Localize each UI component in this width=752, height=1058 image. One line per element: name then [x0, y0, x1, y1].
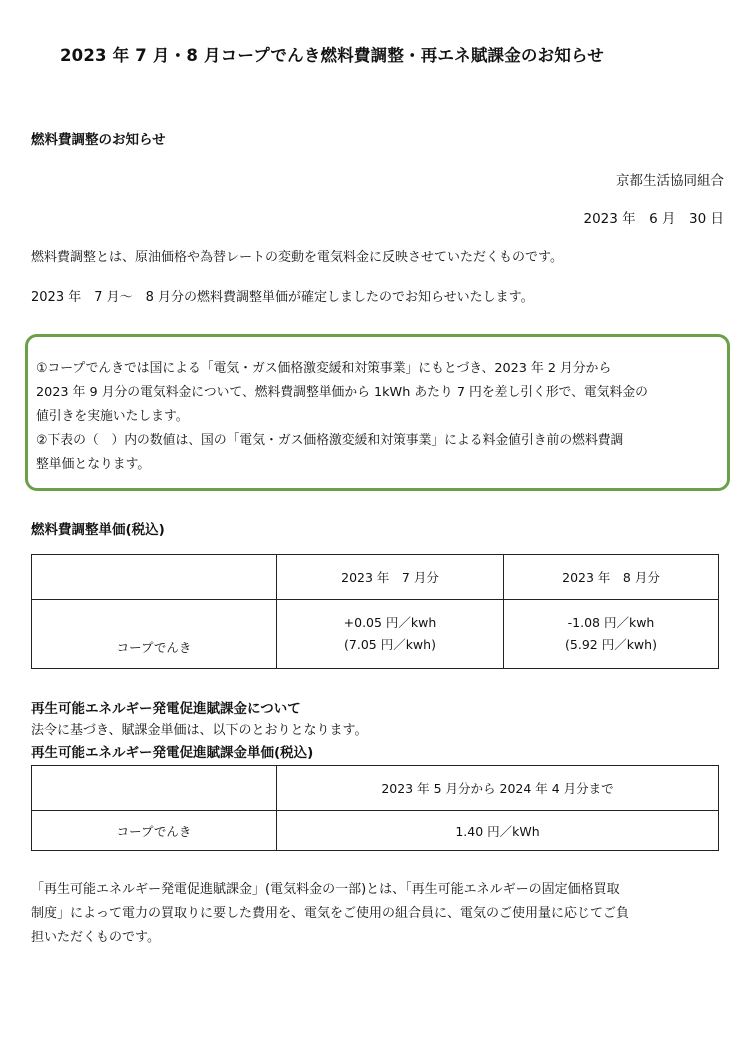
august-rate: -1.08 円／kwh	[567, 615, 655, 630]
table-corner-cell	[32, 555, 277, 600]
notice-line: 整単価となります。	[36, 457, 151, 472]
july-rate-before-discount: (7.05 円／kwh)	[344, 637, 436, 652]
august-rate-before-discount: (5.92 円／kwh)	[565, 637, 657, 652]
july-rate: +0.05 円／kwh	[343, 615, 437, 630]
levy-rate: 1.40 円／kWh	[277, 811, 719, 851]
header-period: 2023 年 5 月分から 2024 年 4 月分まで	[277, 766, 719, 811]
fuel-announcement: 2023 年 7 月～ 8 月分の燃料費調整単価が確定しましたのでお知らせいたします。	[31, 290, 534, 305]
renewable-heading: 再生可能エネルギー発電促進賦課金について	[31, 701, 301, 717]
page-title: 2023 年 7 月・8 月コープでんき燃料費調整・再エネ賦課金のお知らせ	[60, 46, 604, 65]
july-rate-cell	[277, 600, 504, 669]
renewable-text: 法令に基づき、賦課金単価は、以下のとおりとなります。	[31, 723, 368, 738]
footer-line: 担いただくものです。	[31, 930, 160, 945]
notice-line: ②下表の（ ）内の数値は、国の「電気・ガス価格激変緩和対策事業」による料金値引き前の燃料費調	[36, 433, 624, 448]
notice-line: ①コープでんきでは国による「電気・ガス価格激変緩和対策事業」にもとづき、2023 年 2 月分から	[36, 361, 612, 376]
notice-date: 2023 年 6 月 30 日	[583, 211, 724, 227]
notice-line: 2023 年 9 月分の電気料金について、燃料費調整単価から 1kWh あたり 7 円を差し引く形で、電気料金の	[36, 385, 648, 400]
subsidy-notice-box	[25, 334, 730, 491]
fuel-section-heading: 燃料費調整のお知らせ	[31, 132, 166, 148]
row-label-coop-denki: コープでんき	[32, 811, 277, 851]
renewable-levy-table	[31, 765, 719, 851]
footer-line: 「再生可能エネルギー発電促進賦課金」(電気料金の一部)とは、「再生可能エネルギーの固定価格買取	[31, 882, 620, 897]
notice-line: 値引きを実施いたします。	[36, 409, 189, 424]
organization-name: 京都生活協同組合	[616, 173, 724, 189]
fuel-adjustment-table	[31, 554, 719, 669]
fuel-table-heading: 燃料費調整単価(税込)	[31, 522, 165, 538]
august-rate-cell	[504, 600, 719, 669]
header-august: 2023 年 8 月分	[504, 555, 719, 600]
footer-line: 制度」によって電力の買取りに要した費用を、電気をご使用の組合員に、電気のご使用量に応じてご負	[31, 906, 630, 921]
row-label-coop-denki: コープでんき	[32, 600, 277, 669]
fuel-explanation: 燃料費調整とは、原油価格や為替レートの変動を電気料金に反映させていただくものです。	[31, 250, 563, 265]
table-corner-cell	[32, 766, 277, 811]
renewable-table-heading: 再生可能エネルギー発電促進賦課金単価(税込)	[31, 745, 314, 761]
header-july: 2023 年 7 月分	[277, 555, 504, 600]
